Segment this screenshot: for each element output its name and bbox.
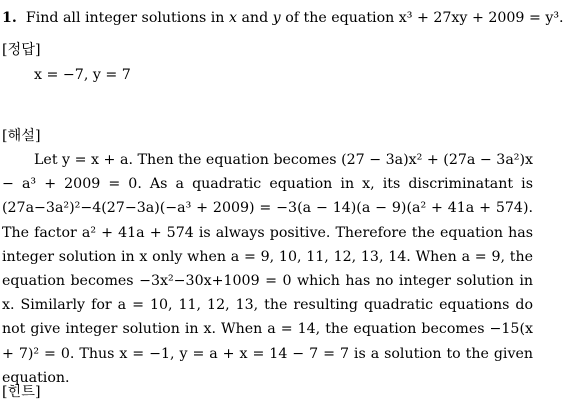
problem-var-y: y xyxy=(272,10,281,26)
solution-label: [해설] xyxy=(2,128,41,144)
problem-text-2: of the equation xyxy=(285,10,395,26)
problem-and: and xyxy=(241,10,269,26)
solution-paragraph: Let y = x + a. Then the equation becomes (27 − 3a)x² + (27a − 3a²)x − a³ + 2009 = 0. As a quadratic equation in x, its discriminatant is (27a−3a²)²−4(27−3a)(−a³ + 2009) = −3(a − 14)(a − 9)(a² + 41a + 574). The factor a² + 41a + 574 is always positive. Therefore the equation has integer solution in x only when a = 9, 10, 11, 12, 13, 14. When a = 9, the equation becomes −3x²−30x+1009 = 0 which has no integer solution in x. Similarly for a = 10, 11, 12, 13, the resulting quadratic equations do not give integer solution in x. When a = 14, the equation becomes −15(x + 7)² = 0. Thus x = −1, y = a + x = 14 − 7 = 7 is a solution to the given equation. xyxy=(2,152,533,386)
answer-label: [정답] xyxy=(2,42,41,58)
problem-equation: x³ + 27xy + 2009 = y³. xyxy=(398,10,564,26)
solution-body xyxy=(2,148,533,390)
hint-label: [힌트] xyxy=(2,384,41,400)
answer-text: x = −7, y = 7 xyxy=(34,67,131,83)
problem-number: 1. xyxy=(2,10,17,26)
problem-statement xyxy=(2,6,564,30)
problem-text: Find all integer solutions in xyxy=(25,10,225,26)
problem-var-x: x xyxy=(228,10,237,26)
